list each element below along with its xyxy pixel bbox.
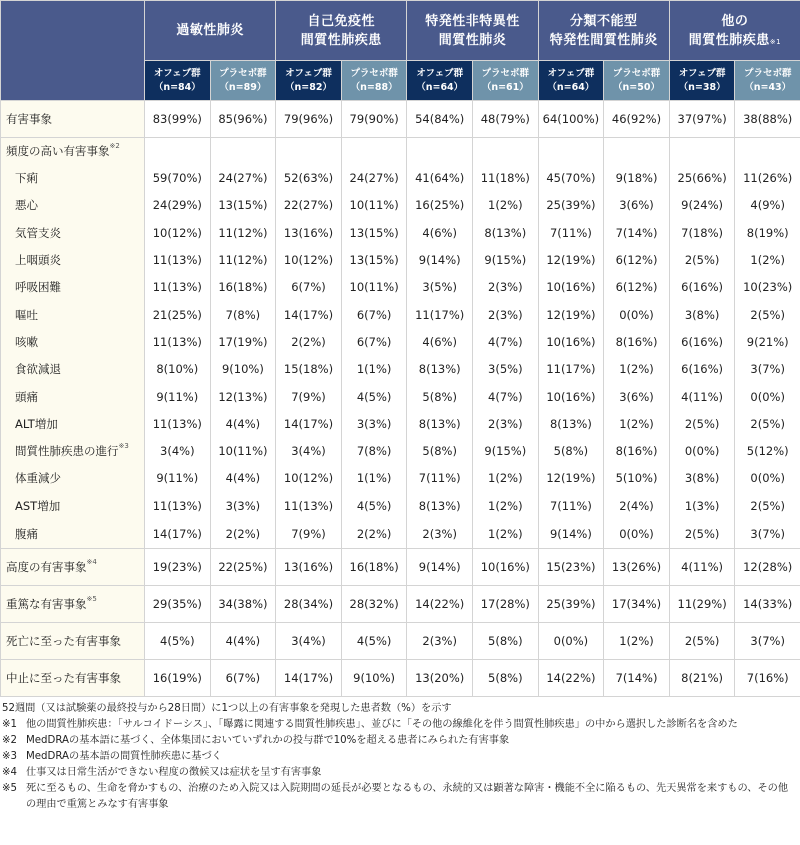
value-cell: 79(90%) <box>341 101 407 138</box>
row-label: 重篤な有害事象$^{※5}$ <box>1 585 145 622</box>
footnote-mark: ※2 <box>2 735 18 746</box>
value-cell: 1(2%) <box>735 246 800 273</box>
value-cell: 34(38%) <box>210 585 276 622</box>
row-frequent-ae-item <box>1 301 800 328</box>
value-cell: 10(12%) <box>145 219 211 246</box>
value-cell: 2(5%) <box>669 622 735 659</box>
value-cell: 2(5%) <box>669 519 735 548</box>
value-cell: 2(5%) <box>735 301 800 328</box>
value-cell: 8(13%) <box>538 410 604 437</box>
value-cell: 54(84%) <box>407 101 473 138</box>
value-cell: 14(17%) <box>145 519 211 548</box>
value-cell: 46(92%) <box>604 101 670 138</box>
value-cell: 3(6%) <box>604 192 670 219</box>
row-frequent-ae-item <box>1 437 800 464</box>
value-cell: 1(2%) <box>604 410 670 437</box>
group-title-line2: 間質性肺炎 <box>438 32 507 48</box>
footnote-ref: ※1 <box>769 37 782 46</box>
footnote-text: MedDRAの基本語の間質性肺疾患に基づく <box>26 751 222 762</box>
value-cell: 5(8%) <box>407 437 473 464</box>
row-label: 嘔吐 <box>1 301 145 328</box>
value-cell: 4(7%) <box>473 383 539 410</box>
footnote-text: MedDRAの基本語に基づく、全体集団においていずれかの投与群で10%を超える患者にみられた有害事象 <box>26 735 510 746</box>
row-label: AST増加 <box>1 492 145 519</box>
value-cell: 9(11%) <box>145 465 211 492</box>
value-cell: 2(2%) <box>341 519 407 548</box>
value-cell: 10(16%) <box>538 383 604 410</box>
value-cell: 9(18%) <box>604 165 670 192</box>
value-cell: 64(100%) <box>538 101 604 138</box>
footnote-ref: ※4 <box>86 557 97 566</box>
value-cell: 13(15%) <box>341 219 407 246</box>
value-cell: 4(5%) <box>341 622 407 659</box>
footnote-item <box>2 765 798 781</box>
value-cell: 4(9%) <box>735 192 800 219</box>
footnotes <box>2 701 798 813</box>
arm-header-placebo: プラセボ群 （n=61） <box>473 61 539 101</box>
value-cell: 79(96%) <box>276 101 342 138</box>
value-cell: 4(6%) <box>407 219 473 246</box>
group-header-hp <box>145 1 276 61</box>
value-cell: 6(7%) <box>210 659 276 696</box>
row-frequent-ae-item <box>1 192 800 219</box>
value-cell: 8(13%) <box>407 356 473 383</box>
value-cell: 0(0%) <box>604 301 670 328</box>
value-cell: 9(24%) <box>669 192 735 219</box>
value-cell: 10(16%) <box>473 548 539 585</box>
footnote-item <box>2 717 798 733</box>
value-cell: 14(17%) <box>276 659 342 696</box>
value-cell: 4(11%) <box>669 383 735 410</box>
value-cell: 6(12%) <box>604 274 670 301</box>
value-cell: 12(19%) <box>538 301 604 328</box>
value-cell: 8(19%) <box>735 219 800 246</box>
value-cell: 1(1%) <box>341 356 407 383</box>
row-label: 下痢 <box>1 165 145 192</box>
value-cell: 25(39%) <box>538 585 604 622</box>
footnote-ref: ※5 <box>86 594 97 603</box>
value-cell: 7(11%) <box>538 219 604 246</box>
footnote-intro: 52週間（又は試験薬の最終投与から28日間）に1つ以上の有害事象を発現した患者数（%）を示す <box>2 703 452 714</box>
value-cell: 28(32%) <box>341 585 407 622</box>
value-cell: 5(8%) <box>407 383 473 410</box>
value-cell: 3(8%) <box>669 465 735 492</box>
value-cell: 3(8%) <box>669 301 735 328</box>
value-cell: 24(27%) <box>341 165 407 192</box>
value-cell: 1(1%) <box>341 465 407 492</box>
value-cell: 16(18%) <box>341 548 407 585</box>
value-cell: 4(5%) <box>145 622 211 659</box>
value-cell: 16(18%) <box>210 274 276 301</box>
value-cell: 12(28%) <box>735 548 800 585</box>
row-frequent-ae-item <box>1 383 800 410</box>
corner-cell <box>1 1 145 101</box>
value-cell: 10(12%) <box>276 465 342 492</box>
group-title-line1: 他の <box>721 13 749 29</box>
value-cell: 9(10%) <box>210 356 276 383</box>
value-cell: 3(7%) <box>735 356 800 383</box>
value-cell: 7(8%) <box>210 301 276 328</box>
row-label: 食欲減退 <box>1 356 145 383</box>
value-cell: 9(14%) <box>407 548 473 585</box>
value-cell: 7(14%) <box>604 659 670 696</box>
value-cell: 24(27%) <box>210 165 276 192</box>
value-cell: 4(6%) <box>407 328 473 355</box>
value-cell: 3(7%) <box>735 622 800 659</box>
value-cell: 4(7%) <box>473 328 539 355</box>
value-cell: 17(19%) <box>210 328 276 355</box>
value-cell: 14(17%) <box>276 301 342 328</box>
value-cell: 6(7%) <box>341 328 407 355</box>
value-cell: 1(2%) <box>473 192 539 219</box>
value-cell: 7(11%) <box>538 492 604 519</box>
value-cell: 11(13%) <box>145 328 211 355</box>
value-cell: 2(3%) <box>407 519 473 548</box>
value-cell: 16(25%) <box>407 192 473 219</box>
value-cell: 8(21%) <box>669 659 735 696</box>
footnote-mark: ※3 <box>2 751 18 762</box>
arm-header-ofev: オフェブ群 （n=64） <box>538 61 604 101</box>
footnote-item <box>2 781 798 813</box>
row-label: 死亡に至った有害事象 <box>1 622 145 659</box>
value-cell: 6(7%) <box>341 301 407 328</box>
row-label: 頻度の高い有害事象$^{※2}$ <box>1 138 145 165</box>
value-cell: 13(20%) <box>407 659 473 696</box>
value-cell: 10(23%) <box>735 274 800 301</box>
value-cell: 3(4%) <box>276 437 342 464</box>
group-header-other-ild <box>669 1 800 61</box>
group-title-line2: 間質性肺疾患$^{※1}$ <box>688 32 782 48</box>
value-cell: 9(21%) <box>735 328 800 355</box>
value-cell: 12(13%) <box>210 383 276 410</box>
value-cell: 1(2%) <box>604 622 670 659</box>
value-cell: 37(97%) <box>669 101 735 138</box>
value-cell: 45(70%) <box>538 165 604 192</box>
value-cell: 52(63%) <box>276 165 342 192</box>
value-cell: 9(14%) <box>538 519 604 548</box>
value-cell: 3(4%) <box>145 437 211 464</box>
row-severe-ae <box>1 548 800 585</box>
value-cell: 14(17%) <box>276 410 342 437</box>
value-cell: 3(5%) <box>473 356 539 383</box>
value-cell: 6(7%) <box>276 274 342 301</box>
row-any-adverse-event <box>1 101 800 138</box>
value-cell: 10(16%) <box>538 328 604 355</box>
value-cell: 1(2%) <box>473 465 539 492</box>
value-cell: 0(0%) <box>735 465 800 492</box>
value-cell: 85(96%) <box>210 101 276 138</box>
value-cell: 2(5%) <box>669 246 735 273</box>
group-title-line2: 特発性間質性肺炎 <box>549 32 658 48</box>
value-cell: 13(16%) <box>276 219 342 246</box>
value-cell: 2(4%) <box>604 492 670 519</box>
group-title-line1: 自己免疫性 <box>307 13 376 29</box>
value-cell: 0(0%) <box>669 437 735 464</box>
value-cell: 19(23%) <box>145 548 211 585</box>
value-cell: 15(23%) <box>538 548 604 585</box>
value-cell: 2(3%) <box>473 274 539 301</box>
value-cell: 5(8%) <box>538 437 604 464</box>
value-cell: 2(2%) <box>276 328 342 355</box>
footnote-text: 死に至るもの、生命を脅かすもの、治療のため入院又は入院期間の延長が必要となるもの、永続的又は顕著な障害・機能不全に陥るもの、先天異常を来すもの、その他の理由で重篤とみなす有害事象 <box>26 783 789 810</box>
arm-header-ofev: オフェブ群 （n=64） <box>407 61 473 101</box>
value-cell: 1(2%) <box>473 519 539 548</box>
arm-header-ofev: オフェブ群 （n=38） <box>669 61 735 101</box>
value-cell: 9(15%) <box>473 246 539 273</box>
value-cell: 1(2%) <box>473 492 539 519</box>
arm-header-placebo: プラセボ群 （n=89） <box>210 61 276 101</box>
arm-header-placebo: プラセボ群 （n=88） <box>341 61 407 101</box>
value-cell: 25(66%) <box>669 165 735 192</box>
value-cell: 0(0%) <box>604 519 670 548</box>
value-cell: 4(5%) <box>341 383 407 410</box>
footnote-list <box>2 717 798 813</box>
group-title-line1: 分類不能型 <box>569 13 638 29</box>
value-cell: 11(12%) <box>210 246 276 273</box>
row-discontinued-ae <box>1 659 800 696</box>
value-cell: 5(8%) <box>473 622 539 659</box>
value-cell: 9(11%) <box>145 383 211 410</box>
group-header-unclassifiable-iip <box>538 1 669 61</box>
value-cell: 22(27%) <box>276 192 342 219</box>
arm-header-ofev: オフェブ群 （n=82） <box>276 61 342 101</box>
row-label: 有害事象 <box>1 101 145 138</box>
footnote-item <box>2 749 798 765</box>
row-frequent-ae-item <box>1 246 800 273</box>
value-cell: 11(13%) <box>145 274 211 301</box>
value-cell: 13(16%) <box>276 548 342 585</box>
value-cell: 5(10%) <box>604 465 670 492</box>
value-cell: 13(26%) <box>604 548 670 585</box>
value-cell: 9(14%) <box>407 246 473 273</box>
value-cell: 3(4%) <box>276 622 342 659</box>
value-cell: 8(16%) <box>604 437 670 464</box>
value-cell: 6(16%) <box>669 356 735 383</box>
footnote-ref: ※3 <box>118 442 129 451</box>
value-cell: 29(35%) <box>145 585 211 622</box>
value-cell: 11(18%) <box>473 165 539 192</box>
value-cell: 0(0%) <box>538 622 604 659</box>
group-title-line2: 間質性肺疾患 <box>300 32 382 48</box>
value-cell: 9(15%) <box>473 437 539 464</box>
row-frequent-ae-item <box>1 219 800 246</box>
value-cell: 7(16%) <box>735 659 800 696</box>
value-cell: 17(34%) <box>604 585 670 622</box>
value-cell: 5(12%) <box>735 437 800 464</box>
value-cell: 21(25%) <box>145 301 211 328</box>
value-cell: 11(13%) <box>145 246 211 273</box>
footnote-text: 仕事又は日常生活ができない程度の徴候又は症状を呈す有害事象 <box>26 767 322 778</box>
value-cell: 1(2%) <box>604 356 670 383</box>
value-cell: 13(15%) <box>210 192 276 219</box>
value-cell: 83(99%) <box>145 101 211 138</box>
value-cell: 14(22%) <box>538 659 604 696</box>
value-cell: 11(17%) <box>538 356 604 383</box>
group-header-idiopathic-nsip <box>407 1 538 61</box>
value-cell: 10(16%) <box>538 274 604 301</box>
footnote-text: 他の間質性肺疾患：「サルコイドーシス」、「曝露に関連する間質性肺疾患」、並びに「その他の線維化を伴う間質性肺疾患」の中から選択した診断名を含めた <box>26 719 738 730</box>
row-label: 咳嗽 <box>1 328 145 355</box>
value-cell: 14(22%) <box>407 585 473 622</box>
row-label: 気管支炎 <box>1 219 145 246</box>
value-cell: 10(11%) <box>341 192 407 219</box>
row-serious-ae <box>1 585 800 622</box>
row-label: 高度の有害事象$^{※4}$ <box>1 548 145 585</box>
value-cell: 3(3%) <box>210 492 276 519</box>
row-label: 悪心 <box>1 192 145 219</box>
value-cell: 11(26%) <box>735 165 800 192</box>
value-cell: 4(11%) <box>669 548 735 585</box>
footnote-mark: ※5 <box>2 783 18 794</box>
row-label: 体重減少 <box>1 465 145 492</box>
row-frequent-ae-item <box>1 328 800 355</box>
value-cell: 2(2%) <box>210 519 276 548</box>
value-cell: 6(12%) <box>604 246 670 273</box>
row-label: 中止に至った有害事象 <box>1 659 145 696</box>
value-cell: 10(11%) <box>210 437 276 464</box>
value-cell: 8(13%) <box>407 492 473 519</box>
value-cell: 2(5%) <box>735 492 800 519</box>
row-fatal-ae <box>1 622 800 659</box>
value-cell: 7(11%) <box>407 465 473 492</box>
row-frequent-ae-item <box>1 165 800 192</box>
row-frequent-ae-title <box>1 138 800 165</box>
row-frequent-ae-item <box>1 465 800 492</box>
value-cell: 2(5%) <box>669 410 735 437</box>
value-cell: 2(5%) <box>735 410 800 437</box>
value-cell: 11(29%) <box>669 585 735 622</box>
row-frequent-ae-item <box>1 274 800 301</box>
footnote-item <box>2 733 798 749</box>
value-cell: 12(19%) <box>538 246 604 273</box>
value-cell: 2(3%) <box>473 410 539 437</box>
value-cell: 7(8%) <box>341 437 407 464</box>
value-cell: 10(11%) <box>341 274 407 301</box>
value-cell: 25(39%) <box>538 192 604 219</box>
value-cell: 16(19%) <box>145 659 211 696</box>
value-cell: 7(9%) <box>276 383 342 410</box>
value-cell: 14(33%) <box>735 585 800 622</box>
value-cell: 9(10%) <box>341 659 407 696</box>
footnote-ref: ※2 <box>109 142 120 151</box>
value-cell: 10(12%) <box>276 246 342 273</box>
row-label: 呼吸困難 <box>1 274 145 301</box>
value-cell: 38(88%) <box>735 101 800 138</box>
value-cell: 11(12%) <box>210 219 276 246</box>
value-cell: 11(17%) <box>407 301 473 328</box>
group-title: 過敏性肺炎 <box>176 23 244 38</box>
value-cell: 7(14%) <box>604 219 670 246</box>
row-label: 頭痛 <box>1 383 145 410</box>
row-label: 間質性肺疾患の進行$^{※3}$ <box>1 437 145 464</box>
value-cell: 24(29%) <box>145 192 211 219</box>
group-header-autoimmune-ild <box>276 1 407 61</box>
value-cell: 5(8%) <box>473 659 539 696</box>
value-cell: 7(9%) <box>276 519 342 548</box>
arm-header-ofev: オフェブ群 （n=84） <box>145 61 211 101</box>
group-title-line1: 特発性非特異性 <box>425 13 520 29</box>
value-cell: 59(70%) <box>145 165 211 192</box>
row-label: ALT増加 <box>1 410 145 437</box>
value-cell: 11(13%) <box>276 492 342 519</box>
value-cell: 15(18%) <box>276 356 342 383</box>
value-cell: 1(3%) <box>669 492 735 519</box>
value-cell: 2(3%) <box>407 622 473 659</box>
value-cell: 8(13%) <box>473 219 539 246</box>
value-cell: 0(0%) <box>735 383 800 410</box>
row-frequent-ae-item <box>1 519 800 548</box>
value-cell: 4(4%) <box>210 410 276 437</box>
value-cell: 8(13%) <box>407 410 473 437</box>
value-cell: 3(7%) <box>735 519 800 548</box>
value-cell: 4(4%) <box>210 622 276 659</box>
row-frequent-ae-item <box>1 356 800 383</box>
footnote-mark: ※4 <box>2 767 18 778</box>
value-cell: 4(4%) <box>210 465 276 492</box>
row-frequent-ae-item <box>1 410 800 437</box>
value-cell: 17(28%) <box>473 585 539 622</box>
footnote-mark: ※1 <box>2 719 18 730</box>
value-cell: 6(16%) <box>669 274 735 301</box>
value-cell: 11(13%) <box>145 492 211 519</box>
value-cell: 3(6%) <box>604 383 670 410</box>
value-cell: 28(34%) <box>276 585 342 622</box>
group-header-row <box>1 1 800 61</box>
value-cell: 8(10%) <box>145 356 211 383</box>
arm-header-placebo: プラセボ群 （n=50） <box>604 61 670 101</box>
value-cell: 48(79%) <box>473 101 539 138</box>
row-label: 上咽頭炎 <box>1 246 145 273</box>
value-cell: 41(64%) <box>407 165 473 192</box>
value-cell: 3(5%) <box>407 274 473 301</box>
row-frequent-ae-item <box>1 492 800 519</box>
value-cell: 3(3%) <box>341 410 407 437</box>
arm-header-placebo: プラセボ群 （n=43） <box>735 61 800 101</box>
value-cell: 22(25%) <box>210 548 276 585</box>
value-cell: 12(19%) <box>538 465 604 492</box>
value-cell: 13(15%) <box>341 246 407 273</box>
value-cell: 6(16%) <box>669 328 735 355</box>
value-cell: 11(13%) <box>145 410 211 437</box>
value-cell: 2(3%) <box>473 301 539 328</box>
value-cell: 8(16%) <box>604 328 670 355</box>
value-cell: 4(5%) <box>341 492 407 519</box>
row-label: 腹痛 <box>1 519 145 548</box>
value-cell: 7(18%) <box>669 219 735 246</box>
